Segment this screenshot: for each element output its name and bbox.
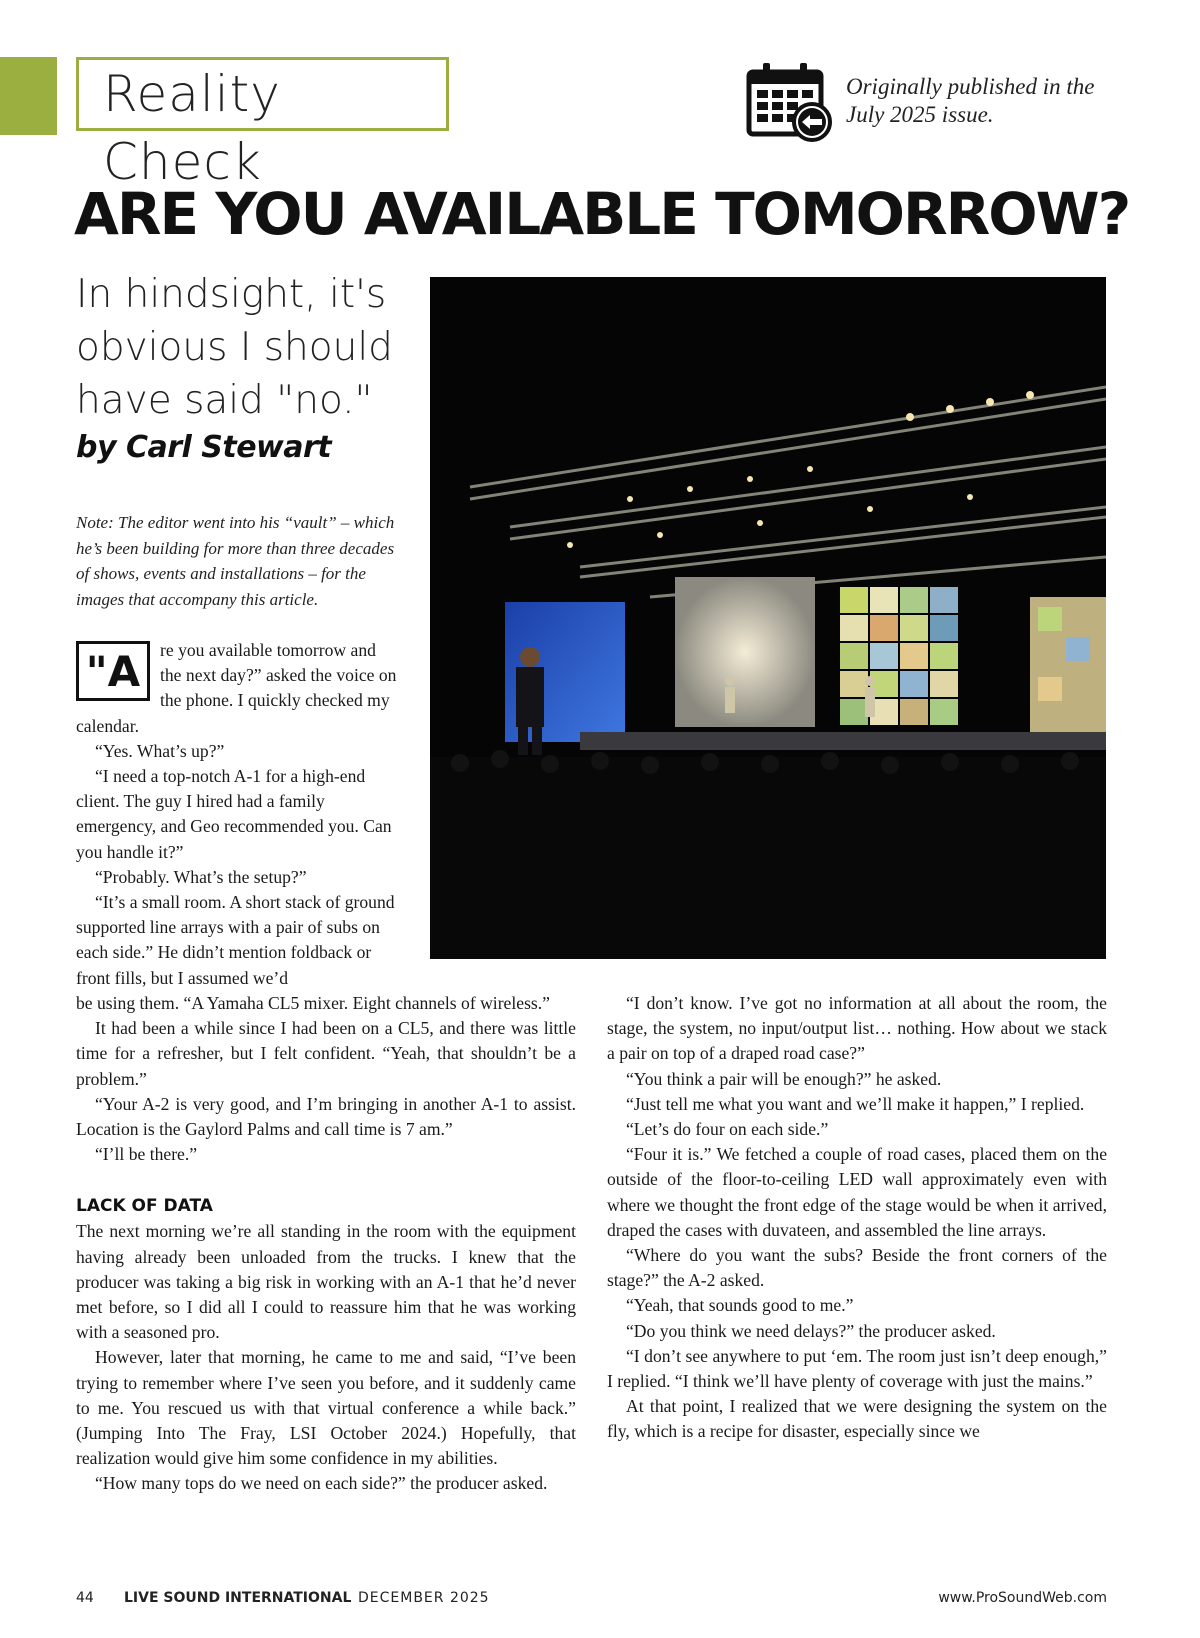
article-column-1 xyxy=(76,638,399,991)
paragraph: “Yes. What’s up?” xyxy=(95,740,225,761)
article-column-2 xyxy=(76,991,576,1497)
paragraph: “You think a pair will be enough?” he asked. xyxy=(626,1068,942,1089)
editor-note: Note: The editor went into his “vault” – which he’s been building for more than three decades of shows, events and installations – for the images that accompany this article. xyxy=(76,513,395,609)
paragraph: “How many tops do we need on each side?” the producer asked. xyxy=(95,1473,548,1494)
drop-cap: "A xyxy=(76,641,150,701)
issue-date: DECEMBER 2025 xyxy=(358,1590,490,1606)
section-accent-bar xyxy=(0,57,57,135)
paragraph: At that point, I realized that we were designing the system on the fly, which is a recipe for disaster, especially since we xyxy=(607,1396,1107,1442)
paragraph: However, later that morning, he came to me and said, “I’ve been trying to remember where I’ve seen you before, and it suddenly came to me. You rescued us with that virtual conference a while back.” (Jumping Into The Fray, LSI October 2024.) Hopefully, that realization would give him some confidence in my abilities. xyxy=(76,1347,576,1469)
paragraph: “Do you think we need delays?” the producer asked. xyxy=(626,1320,996,1341)
paragraph: be using them. “A Yamaha CL5 mixer. Eight channels of wireless.” xyxy=(76,993,550,1013)
paragraph: “It’s a small room. A short stack of ground supported line arrays with a pair of subs on each side.” He didn’t mention foldback or front fills, but I assumed we’d xyxy=(76,892,395,988)
paragraph: It had been a while since I had been on a CL5, and there was little time for a refresher, but I felt confident. “Yeah, that shouldn’t be a problem.” xyxy=(76,1018,576,1089)
subsection-heading: LACK OF DATA xyxy=(76,1196,213,1217)
page-footer xyxy=(76,1590,1107,1614)
calendar-back-icon xyxy=(746,60,832,142)
publication-note-line2: July 2025 issue. xyxy=(846,102,994,127)
paragraph: “Probably. What’s the setup?” xyxy=(95,866,307,887)
magazine-name: LIVE SOUND INTERNATIONAL xyxy=(124,1590,352,1606)
publication-note xyxy=(846,73,1146,129)
paragraph: “Four it is.” We fetched a couple of road cases, placed them on the outside of the floor-to-ceiling LED wall approximately even with where we thought the front edge of the stage would be when it arrived, draped the cases with duvateen, and assembled the line arrays. xyxy=(607,1144,1107,1240)
paragraph: “Just tell me what you want and we’ll make it happen,” I replied. xyxy=(626,1093,1085,1114)
article-column-3 xyxy=(607,991,1107,1445)
stage-photo-illustration xyxy=(430,277,1106,959)
paragraph: “Where do you want the subs? Beside the front corners of the stage?” the A-2 asked. xyxy=(607,1245,1107,1291)
website-link[interactable]: www.ProSoundWeb.com xyxy=(938,1590,1107,1606)
page-number: 44 xyxy=(76,1590,94,1606)
paragraph: “I need a top-notch A-1 for a high-end client. The guy I hired had a family emergency, and Geo recommended you. Can you handle it?” xyxy=(76,766,392,862)
paragraph: The next morning we’re all standing in the room with the equipment having already been unloaded from the trucks. I knew that the producer was taking a big risk in working with an A-1 that he’d never met before, so I did all I could to reassure him that he was working with a seasoned pro. xyxy=(76,1221,576,1343)
section-label: Reality Check xyxy=(76,57,449,131)
paragraph: “I don’t see anywhere to put ‘em. The room just isn’t deep enough,” I replied. “I think we’ll have plenty of coverage with just the mains.” xyxy=(607,1345,1107,1392)
article-byline: by Carl Stewart xyxy=(76,430,332,465)
paragraph: “Let’s do four on each side.” xyxy=(626,1119,829,1140)
paragraph: “Yeah, that sounds good to me.” xyxy=(626,1295,854,1316)
paragraph: “I’ll be there.” xyxy=(95,1144,198,1165)
paragraph: re you available tomorrow and the next day?” asked the voice on the phone. I quickly checked my calendar. xyxy=(76,640,397,736)
paragraph: “Your A-2 is very good, and I’m bringing in another A-1 to assist. Location is the Gaylord Palms and call time is 7 am.” xyxy=(76,1093,576,1140)
article-subhead: In hindsight, it's obvious I should have said "no." xyxy=(76,272,393,423)
publication-note-line1: Originally published in the xyxy=(846,74,1095,99)
paragraph: “I don’t know. I’ve got no information at all about the room, the stage, the system, no input/output list… nothing. How about we stack a pair on top of a draped road case?” xyxy=(607,993,1107,1064)
article-photo xyxy=(430,277,1106,959)
article-headline: ARE YOU AVAILABLE TOMORROW? xyxy=(74,180,1130,248)
